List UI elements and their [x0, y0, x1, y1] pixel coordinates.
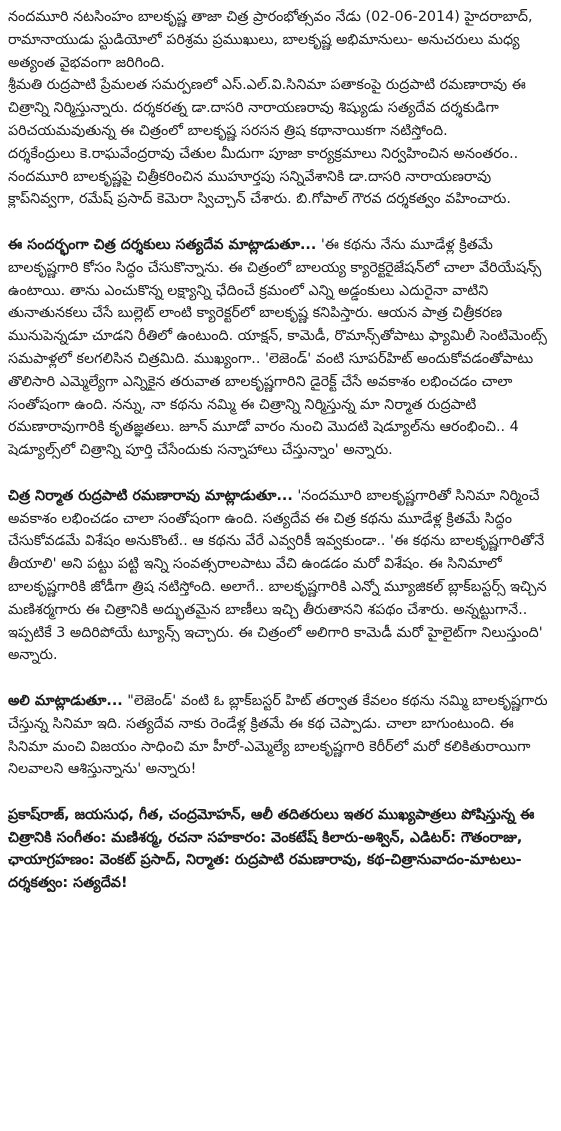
ali-speaker: అలి మాట్లాడుతూ...	[8, 692, 123, 709]
ali-quote: "లెజెండ్' వంటి ఓ బ్లాక్‌బస్టర్ హిట్ తర్వాత కేవలం కథను నమ్మి బాలకృష్ణగారు చేస్తున్న సినిమా ఇది. సత్యదేవ నాకు రెండేళ్ల క్రితమే ఈ కథ చెప్పాడు. చాలా బాగుంటుంది. ఈ సినిమా మంచి విజయం సాధించి మా హీరో-ఎమ్మెల్యే బాలకృష్ణగారి కెరీర్‌లో మరో కలికితురాయిగా నిలవాలని ఆశిస్తున్నాను' అన్నారు!	[8, 692, 548, 778]
producer-quote: 'నందమూరి బాలకృష్ణగారితో సినిమా నిర్మించే అవకాశం లభించడం చాలా సంతోషంగా ఉంది. సత్యదేవ ఈ చిత్ర కథను మూడేళ్ల క్రితమే సిద్ధం చేసుకోవడమే విశేషం అనుకొంటే.. ఆ కథను వేరే ఎవ్వరికీ ఇవ్వకుండా.. 'ఈ కథను బాలకృష్ణగారితోనే తీయాలి' అని పట్టు పట్టి ఇన్ని సంవత్సరాలపాటు వేచి ఉండడం మరో విశేషం. ఈ సినిమాలో బాలకృష్ణగారికి జోడీగా త్రిష నటిస్తోంది. అలాగే.. బాలకృష్ణగారికి ఎన్నో మ్యూజికల్ బ్లాక్‌బస్టర్స్ ఇచ్చిన మణిశర్మగారు ఈ చిత్రానికి అద్భుతమైన బాణీలు ఇచ్చి తీరుతానని శపథం చేశారు. అన్నట్టుగానే.. ఇప్పటికే 3 అదిరిపోయే ట్యూన్స్ ఇచ్చారు. ఈ చిత్రంలో అలిగారి కామెడీ మరో హైలైట్‌గా నిలుస్తుంది' అన్నారు.	[8, 487, 547, 664]
credits-paragraph: ప్రకాష్‌రాజ్, జయసుధ, గీత, చంద్రమోహన్, ఆలీ తదితరులు ఇతర ముఖ్యపాత్రలు పోషిస్తున్న ఈ చిత్రానికి సంగీతం: మణిశర్మ, రచనా సహకారం: వెంకటేష్ కిలారు-అశ్విన్, ఎడిటర్: గౌతంరాజు, ఛాయాగ్రహణం: వెంకట్ ప్రసాద్, నిర్మాత: రుద్రపాటి రమణారావు, కథ-చిత్రానువాదం-మాటలు-దర్శకత్వం: సత్యదేవ!	[8, 806, 535, 892]
director-statement	[8, 234, 553, 462]
producer-statement	[8, 485, 553, 667]
intro-paragraph: నందమూరి నటసింహం బాలకృష్ణ తాజా చిత్ర ప్రారంభోత్సవం నేడు (02-06-2014) హైదరాబాద్, రామానాయుడు స్టుడియోలో పరిశ్రమ ప్రముఖులు, బాలకృష్ణ అభిమానులు- అనుచరులు మధ్య అత్యంత వైభవంగా జరిగింది.	[8, 9, 533, 71]
ali-statement	[8, 690, 553, 781]
production-paragraph: శ్రీమతి రుద్రపాటి ప్రేమలత సమర్పణలో ఎస్.ఎల్.వి.సినిమా పతాకంపై రుద్రపాటి రమణారావు ఈ చిత్రాన్ని నిర్మిస్తున్నారు. దర్శకరత్న డా.దాసరి నారాయణరావు శిష్యుడు సత్యదేవ దర్శకుడిగా పరిచయమవుతున్న ఈ చిత్రంలో బాలకృష్ణ సరసన త్రిష కథానాయికగా నటిస్తోంది.	[8, 77, 526, 139]
director-quote: 'ఈ కథను నేను మూడేళ్ల క్రితమే బాలకృష్ణగారి కోసం సిద్ధం చేసుకొన్నాను. ఈ చిత్రంలో బాలయ్య క్యారెక్టరైజేషన్‌లో చాలా వేరియేషన్స్ ఉంటాయి. తాను ఎంచుకొన్న లక్ష్యాన్ని ఛేదించే క్రమంలో ఎన్ని అడ్డంకులు ఎదురైనా వాటిని తునాతునకలు చేసే బుల్లెట్ లాంటి క్యారెక్టర్‌లో బాలకృష్ణ కనిపిస్తారు. ఆయన పాత్ర చిత్రీకరణ మునుపెన్నడూ చూడని రీతిలో ఉంటుంది. యాక్షన్, కామెడీ, రొమాన్స్‌తోపాటు ఫ్యామిలీ సెంటిమెంట్స్ సమపాళ్లలో కలగలిసిన చిత్రమిది. ముఖ్యంగా.. 'లెజెండ్' వంటి సూపర్‌హిట్ అందుకోవడంతోపాటు తొలిసారి ఎమ్మెల్యేగా ఎన్నికైన తరువాత బాలకృష్ణగారిని డైరెక్ట్ చేసే అవకాశం లభించడం చాలా సంతోషంగా ఉంది. నన్ను, నా కథను నమ్మి ఈ చిత్రాన్ని నిర్మిస్తున్న మా నిర్మాత రుద్రపాటి రమణారావుగారికి కృతజ్ఞతలు. జూన్ మూడో వారం నుంచి మొదటి షెడ్యూల్‌ను ఆరంభించి.. 4 షెడ్యూల్స్‌లో చిత్రాన్ని పూర్తి చేసేందుకు సన్నాహాలు చేస్తున్నాం' అన్నారు.	[8, 236, 547, 459]
ceremony-paragraph: దర్శకేంద్రులు కె.రాఘవేంద్రరావు చేతుల మీదుగా పూజా కార్యక్రమాలు నిర్వహించిన అనంతరం.. నందమూరి బాలకృష్ణపై చిత్రీకరించిన ముహూర్తపు సన్నివేశానికి డా.దాసరి నారాయణరావు క్లాప్‌నివ్వగా, రమేష్ ప్రసాద్ కెమెరా స్విచ్చాన్ చేశారు. బి.గోపాల్ గౌరవ దర్శకత్వం వహించారు.	[8, 145, 519, 208]
director-speaker: ఈ సందర్భంగా చిత్ర దర్శకులు సత్యదేవ మాట్లాడుతూ...	[8, 236, 317, 253]
producer-speaker: చిత్ర నిర్మాత రుద్రపాటి రమణారావు మాట్లాడుతూ...	[8, 487, 293, 504]
